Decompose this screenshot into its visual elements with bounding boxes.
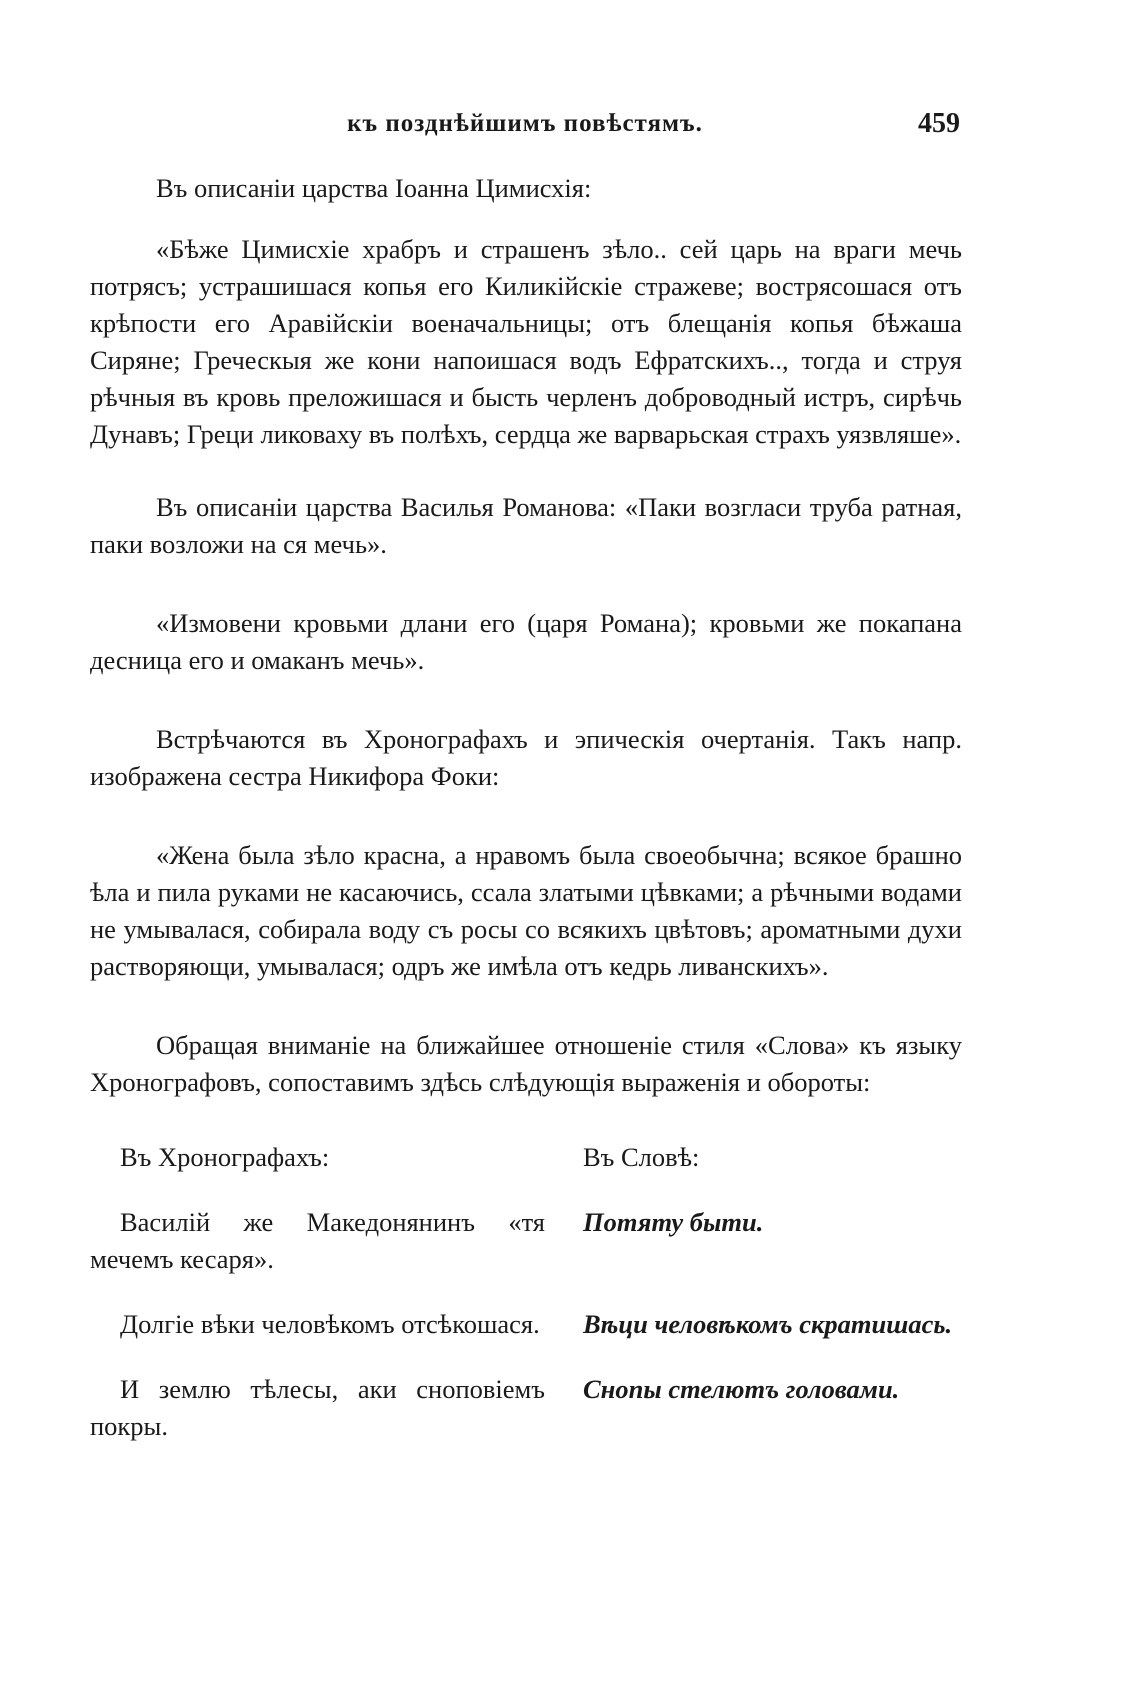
page-header — [90, 110, 960, 150]
paragraph-intro-romanov: Въ описаніи царства Василья Романова: «Паки возгласи труба ратная, паки возложи на ся мечь». — [90, 492, 962, 559]
comparison-slovo-text: Потяту быти. — [583, 1207, 764, 1237]
paragraph-comparison-intro: Обращая вниманіе на ближайшее отношеніе стиля «Слова» къ языку Хронографовъ, сопоставимъ здѣсь слѣдующія выраженія и обороты: — [90, 1030, 962, 1097]
comparison-chronograph-text: И землю тѣлесы, аки сноповіемъ покры. — [90, 1374, 545, 1441]
comparison-row — [90, 1204, 962, 1278]
comparison-left-header: Въ Хронографахъ: — [120, 1142, 330, 1172]
comparison-slovo-text: Снопы стелютъ головами. — [583, 1374, 900, 1404]
running-head: къ позднѣйшимъ повѣстямъ. — [347, 110, 703, 137]
page-number: 459 — [918, 108, 960, 139]
comparison-slovo-text: Вѣци человѣкомъ скратишась. — [583, 1309, 953, 1339]
comparison-chronograph-text: Долгіе вѣки человѣкомъ отсѣкошася. — [120, 1309, 540, 1339]
quote-romanus: «Измовени кровьми длани его (царя Романа); кровьми же покапана десница его и омаканъ мечь». — [90, 608, 962, 675]
comparison-row — [90, 1306, 962, 1343]
quote-tzimiskes: «Бѣже Цимисхіе храбръ и страшенъ зѣло.. сей царь на враги мечь потрясъ; устрашишася копья его Киликійскіе стражеве; вострясошася отъ крѣпости его Аравійскіи военачальницы; отъ блещанія копья бѣжаша Сиряне; Греческыя же кони напоишася водъ Ефратскихъ.., тогда и струя рѣчныя въ кровь преложишася и бысть черленъ доброводный истръ, сирѣчь Дунавъ; Греци ликоваху въ полѣхъ, сердца же варварьская страхъ уязвляше». — [90, 234, 962, 449]
paragraph-epic-features: Встрѣчаются въ Хронографахъ и эпическія очертанія. Такъ напр. изображена сестра Никифора Фоки: — [90, 724, 962, 791]
paragraph-intro-tzimiskes: Въ описаніи царства Іоанна Цимисхія: — [156, 173, 592, 203]
comparison-row — [90, 1371, 962, 1445]
comparison-right-header: Въ Словѣ: — [583, 1142, 700, 1172]
quote-phocas-sister: «Жена была зѣло красна, а нравомъ была своеобычна; всякое брашно ѣла и пила руками не касаючись, ссала златыми цѣвками; а рѣчными водами не умывалася, собирала воду съ росы со всякихъ цвѣтовъ; ароматными духи растворяющи, умывалася; одръ же имѣла отъ кедрь ливанскихъ». — [90, 840, 962, 981]
comparison-header — [90, 1139, 962, 1176]
comparison-chronograph-text: Василій же Македонянинъ «тя мечемъ кесаря». — [90, 1207, 545, 1274]
page-body — [90, 170, 962, 1445]
